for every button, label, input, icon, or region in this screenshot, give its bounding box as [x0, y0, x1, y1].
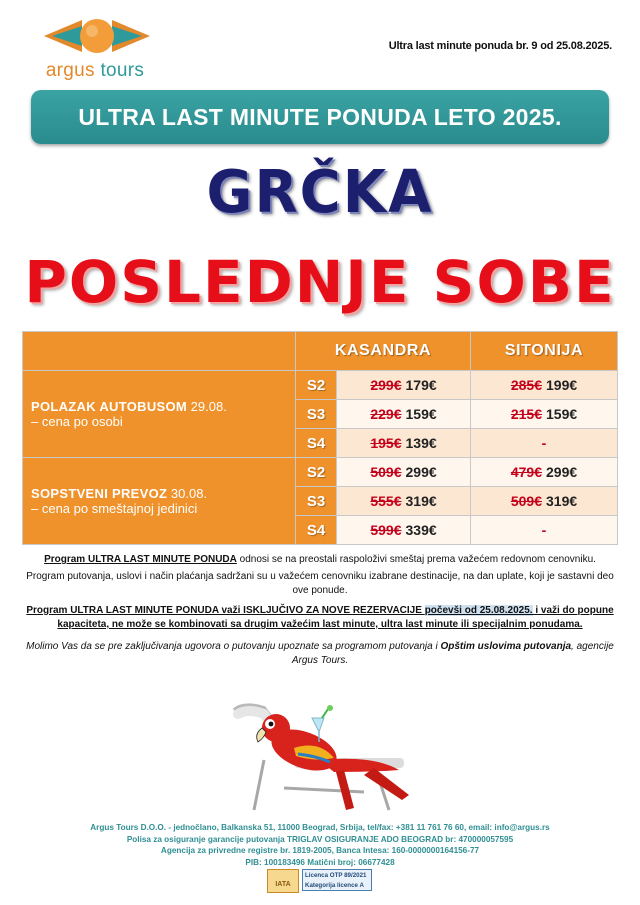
footer-registry: Agencija za privredne registre br. 1819-2005, Banca Intesa: 160-0000000164156-77: [160, 846, 480, 855]
highlighted-date: počevši od 25.08.2025.: [424, 605, 533, 616]
room-type: S3: [296, 400, 337, 429]
note-text: , agencije Argus Tours.: [291, 641, 614, 666]
price-cell-kasandra: [337, 487, 471, 516]
group-label-bold: POLAZAK AUTOBUSOM: [31, 399, 188, 414]
old-price: 479€: [510, 464, 542, 480]
room-type: S4: [296, 429, 337, 458]
footer-address: Argus Tours D.O.O. - jednočlano, Balkanska 51, 11000 Beograd, Srbija, tel/fax: +381 11 761 76 60, email: info@argus.rs: [90, 823, 550, 832]
group-label-own-transport: [23, 458, 296, 545]
offer-notes: [24, 553, 616, 671]
program-link[interactable]: Program ULTRA LAST MINUTE PONUDA: [44, 554, 237, 565]
country-title: GRČKA: [206, 158, 434, 227]
brand-name: [30, 60, 160, 82]
room-type: S2: [296, 371, 337, 400]
table-row: [23, 458, 618, 487]
header-empty-cell: [23, 332, 296, 371]
new-price: 159€: [546, 406, 578, 422]
old-price: 215€: [510, 406, 542, 422]
general-terms-text: Opštim uslovima putovanja: [440, 641, 572, 652]
brand-word-argus: argus: [45, 60, 95, 81]
group-label-bus: [23, 371, 296, 458]
column-header-sitonija: SITONIJA: [471, 332, 618, 371]
column-header-kasandra: KASANDRA: [296, 332, 471, 371]
group-label-date: 30.08.: [170, 486, 208, 501]
group-label-sub: – cena po smeštajnoj jedinici: [31, 501, 198, 516]
old-price: 229€: [370, 406, 402, 422]
brand-word-tours: tours: [100, 60, 145, 81]
old-price: 599€: [370, 522, 402, 538]
price-cell-kasandra: [337, 429, 471, 458]
new-price: 319€: [546, 493, 578, 509]
license-number: Licenca OTP 89/2021: [305, 872, 367, 879]
price-cell-sitonija: [471, 371, 618, 400]
room-type: S4: [296, 516, 337, 545]
old-price: 299€: [370, 377, 402, 393]
note-text: i važi do popune kapaciteta, ne može se kombinovati sa drugim važećim last minute, ultra last minute ili specijalnim ponudama.: [57, 605, 614, 630]
footer-insurance: Polisa za osiguranje garancije putovanja TRIGLAV OSIGURANJE ADO BEOGRAD br: 470000057595: [126, 834, 514, 844]
room-type: S2: [296, 458, 337, 487]
new-price: 299€: [546, 464, 578, 480]
new-price: 159€: [405, 406, 437, 422]
note-text: odnosi se na preostali raspoloživi smeštaj prema važećem redovnom cenovniku.: [236, 554, 596, 565]
group-label-sub: – cena po osobi: [31, 414, 123, 429]
price-cell-sitonija: [471, 429, 618, 458]
offer-reference: Ultra last minute ponuda br. 9 od 25.08.2025.: [388, 40, 612, 52]
price-cell-kasandra: [337, 458, 471, 487]
new-price: 179€: [405, 377, 437, 393]
iata-badge: IATA: [267, 869, 299, 893]
not-available: -: [541, 522, 547, 538]
note-paragraph-2: Program putovanja, uslovi i način plaćanja sadržani su u važećem cenovniku izabrane destinacije, na dan uplate, koji je sastavni deo ove ponude.: [26, 571, 614, 596]
old-price: 195€: [370, 435, 402, 451]
new-price: 299€: [405, 464, 437, 480]
price-cell-kasandra: [337, 400, 471, 429]
table-header-row: [23, 332, 618, 371]
license-category: Kategorija licence A: [305, 882, 364, 889]
price-cell-kasandra: [337, 516, 471, 545]
price-table: [22, 331, 618, 545]
table-row: [23, 371, 618, 400]
price-cell-sitonija: [471, 400, 618, 429]
new-price: 139€: [405, 435, 437, 451]
company-footer: [20, 822, 620, 868]
license-badge: [302, 869, 372, 891]
price-cell-sitonija: [471, 458, 618, 487]
old-price: 509€: [370, 464, 402, 480]
price-cell-sitonija: [471, 487, 618, 516]
note-paragraph-3: [24, 604, 616, 632]
not-available: -: [541, 435, 547, 451]
note-text: Program ULTRA LAST MINUTE PONUDA važi ISKLJUČIVO ZA NOVE REZERVACIJE: [26, 605, 425, 616]
note-text: Molimo Vas da se pre zaključivanja ugovora o putovanju upoznate sa programom putovanja i: [26, 641, 441, 652]
old-price: 285€: [510, 377, 542, 393]
note-paragraph-1: [24, 553, 616, 567]
footer-tax-ids: PIB: 100183496 Matični broj: 06677428: [245, 857, 395, 867]
old-price: 555€: [370, 493, 402, 509]
room-type: S3: [296, 487, 337, 516]
price-cell-kasandra: [337, 371, 471, 400]
last-rooms-headline: POSLEDNJE SOBE: [24, 248, 616, 316]
new-price: 339€: [405, 522, 437, 538]
parrot-lounger-illustration: [224, 700, 418, 818]
old-price: 509€: [510, 493, 542, 509]
group-label-date: 29.08.: [190, 399, 227, 414]
new-price: 199€: [546, 377, 578, 393]
price-cell-sitonija: [471, 516, 618, 545]
note-paragraph-4: [24, 640, 616, 668]
offer-banner: ULTRA LAST MINUTE PONUDA LETO 2025.: [31, 90, 609, 144]
group-label-bold: SOPSTVENI PREVOZ: [31, 486, 168, 501]
new-price: 319€: [405, 493, 437, 509]
